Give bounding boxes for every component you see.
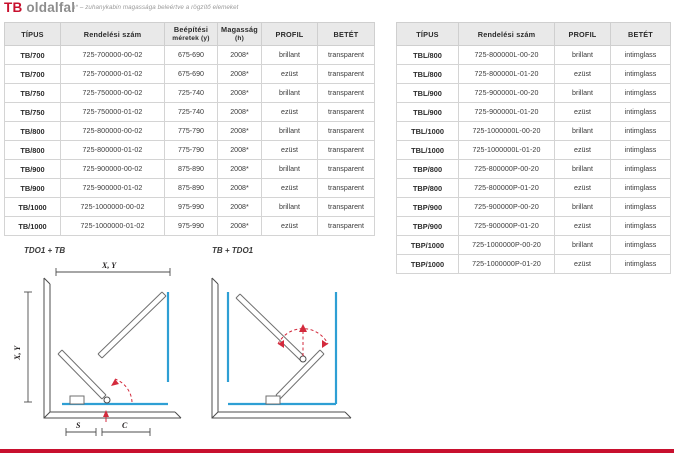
cell-betet: transparent [318,217,375,236]
header-footnote: h* – zuhanykabin magassága beleértve a rögzítő elemeket [72,4,239,11]
cell-tipus: TB/700 [5,46,61,65]
cell-magassag: 2008* [218,179,262,198]
table-row [5,122,375,141]
table-row [397,65,671,84]
column-header-rendelesi-szam: Rendelési szám [61,23,165,46]
table-header-row [5,23,375,46]
dimension-top-label: X, Y [102,262,117,270]
column-header-magassag-line1: Magasság [221,25,258,34]
cell-profil: brillant [555,160,611,179]
column-header-magassag [218,23,262,46]
cell-magassag: 2008* [218,103,262,122]
cell-profil: brillant [555,46,611,65]
table-row [397,160,671,179]
cell-tipus: TBL/900 [397,103,459,122]
cell-rendelesi-szam: 725-1000000-01-02 [61,217,165,236]
cell-beepitesi-meret: 725-740 [165,103,218,122]
cell-profil: ezüst [262,103,318,122]
cell-tipus: TB/750 [5,103,61,122]
table-header-row [397,23,671,46]
cell-betet: transparent [318,103,375,122]
cell-beepitesi-meret: 675-690 [165,65,218,84]
column-header-beepitesi-line2: méretek (y) [172,35,210,42]
table-row [397,255,671,274]
glass-panels [58,292,168,404]
cell-betet: intimglass [611,84,671,103]
fitting-block [266,396,280,404]
cell-magassag: 2008* [218,46,262,65]
cell-rendelesi-szam: 725-900000L-00-20 [459,84,555,103]
cell-rendelesi-szam: 725-900000-00-02 [61,160,165,179]
cell-tipus: TBP/1000 [397,236,459,255]
door-swing-arc [111,379,132,402]
product-table-left [4,22,375,236]
cell-rendelesi-szam: 725-800000L-01-20 [459,65,555,84]
cell-profil: ezüst [555,255,611,274]
cell-tipus: TBL/900 [397,84,459,103]
cell-profil: ezüst [555,141,611,160]
table-body-right [397,46,671,274]
cell-beepitesi-meret: 775-790 [165,141,218,160]
cell-magassag: 2008* [218,84,262,103]
cell-magassag: 2008* [218,160,262,179]
cell-profil: ezüst [555,103,611,122]
cell-profil: ezüst [262,141,318,160]
column-header-betet: BETÉT [611,23,671,46]
cell-betet: intimglass [611,122,671,141]
fitting-block [70,396,84,404]
cell-tipus: TBP/800 [397,160,459,179]
cell-betet: transparent [318,198,375,217]
cell-tipus: TB/700 [5,65,61,84]
cell-betet: transparent [318,84,375,103]
cell-beepitesi-meret: 975-990 [165,198,218,217]
cell-betet: transparent [318,141,375,160]
cell-betet: intimglass [611,160,671,179]
cell-rendelesi-szam: 725-1000000-00-02 [61,198,165,217]
cell-profil: ezüst [262,179,318,198]
cell-tipus: TB/1000 [5,198,61,217]
cell-betet: intimglass [611,255,671,274]
page-title-rest: oldalfal [22,0,76,15]
cell-betet: intimglass [611,103,671,122]
cell-betet: transparent [318,65,375,84]
table-row [5,65,375,84]
cell-profil: brillant [262,198,318,217]
cell-rendelesi-szam: 725-900000-01-02 [61,179,165,198]
cell-profil: ezüst [555,65,611,84]
table-row [397,236,671,255]
cell-magassag: 2008* [218,122,262,141]
glass-panels [228,292,336,404]
cell-profil: brillant [262,46,318,65]
cell-rendelesi-szam: 725-800000L-00-20 [459,46,555,65]
cell-profil: brillant [555,84,611,103]
table-row [5,179,375,198]
cell-betet: intimglass [611,198,671,217]
cell-tipus: TB/900 [5,160,61,179]
footer-accent-bar [0,449,674,453]
cell-beepitesi-meret: 975-990 [165,217,218,236]
cell-beepitesi-meret: 775-790 [165,122,218,141]
cell-betet: intimglass [611,46,671,65]
door-panel-lower [58,350,106,399]
technical-drawing-left [10,262,195,452]
column-header-profil: PROFIL [555,23,611,46]
cell-rendelesi-szam: 725-700000-01-02 [61,65,165,84]
cell-betet: transparent [318,122,375,141]
figure-caption-left: TDO1 + TB [24,246,66,255]
cell-rendelesi-szam: 725-1000000L-00-20 [459,122,555,141]
cell-betet: intimglass [611,217,671,236]
cell-rendelesi-szam: 725-900000L-01-20 [459,103,555,122]
cell-betet: intimglass [611,236,671,255]
dimension-c-label: C [122,421,128,430]
cell-tipus: TB/750 [5,84,61,103]
cell-magassag: 2008* [218,198,262,217]
table-row [397,217,671,236]
cell-rendelesi-szam: 725-900000P-00-20 [459,198,555,217]
cell-beepitesi-meret: 675-690 [165,46,218,65]
pivot-hinge-icon [300,356,306,362]
door-panel-upper [98,292,166,358]
table-row [5,141,375,160]
cell-betet: transparent [318,179,375,198]
cell-betet: intimglass [611,141,671,160]
cell-magassag: 2008* [218,65,262,84]
column-header-betet: BETÉT [318,23,375,46]
cell-beepitesi-meret: 875-890 [165,160,218,179]
cell-rendelesi-szam: 725-800000-01-02 [61,141,165,160]
table-row [5,46,375,65]
door-panel-upper [236,294,304,360]
table-row [397,46,671,65]
cell-tipus: TBP/900 [397,198,459,217]
cell-tipus: TBP/800 [397,179,459,198]
cell-tipus: TBL/800 [397,46,459,65]
cell-profil: brillant [555,198,611,217]
column-header-tipus: TÍPUS [5,23,61,46]
pivot-hinge-icon [104,397,110,403]
cell-rendelesi-szam: 725-750000-00-02 [61,84,165,103]
cell-profil: brillant [262,122,318,141]
column-header-beepitesi-meretek [165,23,218,46]
dimension-left-label: X, Y [13,345,22,360]
column-header-rendelesi-szam: Rendelési szám [459,23,555,46]
table-row [5,160,375,179]
cell-magassag: 2008* [218,141,262,160]
drawing-left-svg [10,262,195,447]
cell-profil: ezüst [555,217,611,236]
table-row [397,198,671,217]
dimension-s-label: S [76,421,81,430]
cell-tipus: TB/900 [5,179,61,198]
table-row [5,103,375,122]
column-header-tipus: TÍPUS [397,23,459,46]
cell-betet: intimglass [611,65,671,84]
page-header [0,0,674,18]
cell-profil: ezüst [262,65,318,84]
table-row [397,84,671,103]
table-row [5,84,375,103]
cell-profil: brillant [555,236,611,255]
cell-beepitesi-meret: 725-740 [165,84,218,103]
column-header-profil: PROFIL [262,23,318,46]
table-row [5,217,375,236]
drawing-right-svg [200,262,385,447]
cell-rendelesi-szam: 725-700000-00-02 [61,46,165,65]
cell-profil: ezüst [262,217,318,236]
cell-tipus: TB/800 [5,122,61,141]
page-title-bold: TB [4,0,23,15]
cell-tipus: TBL/1000 [397,141,459,160]
cell-rendelesi-szam: 725-750000-01-02 [61,103,165,122]
cell-betet: intimglass [611,179,671,198]
cell-rendelesi-szam: 725-800000P-01-20 [459,179,555,198]
cell-tipus: TBP/900 [397,217,459,236]
cell-betet: transparent [318,46,375,65]
table-row [397,141,671,160]
figure-caption-right: TB + TDO1 [212,246,254,255]
cell-rendelesi-szam: 725-800000P-00-20 [459,160,555,179]
cell-tipus: TB/1000 [5,217,61,236]
cell-rendelesi-szam: 725-1000000P-00-20 [459,236,555,255]
cell-tipus: TBL/1000 [397,122,459,141]
table-row [397,179,671,198]
cell-profil: brillant [262,160,318,179]
column-header-magassag-line2: (h) [234,35,245,42]
cell-profil: brillant [555,122,611,141]
cell-profil: ezüst [555,179,611,198]
table-row [397,122,671,141]
dimension-left [24,292,32,402]
column-header-beepitesi-line1: Beépítési [173,25,209,34]
cell-tipus: TBL/800 [397,65,459,84]
table-row [397,103,671,122]
cell-rendelesi-szam: 725-1000000P-01-20 [459,255,555,274]
cell-profil: brillant [262,84,318,103]
cell-rendelesi-szam: 725-1000000L-01-20 [459,141,555,160]
table-body-left [5,46,375,236]
cell-tipus: TBP/1000 [397,255,459,274]
page-title [4,0,75,15]
cell-betet: transparent [318,160,375,179]
cell-magassag: 2008* [218,217,262,236]
product-table-right [396,22,671,274]
cell-tipus: TB/800 [5,141,61,160]
cell-rendelesi-szam: 725-800000-00-02 [61,122,165,141]
technical-drawing-right [200,262,385,452]
cell-beepitesi-meret: 875-890 [165,179,218,198]
cell-rendelesi-szam: 725-900000P-01-20 [459,217,555,236]
table-row [5,198,375,217]
